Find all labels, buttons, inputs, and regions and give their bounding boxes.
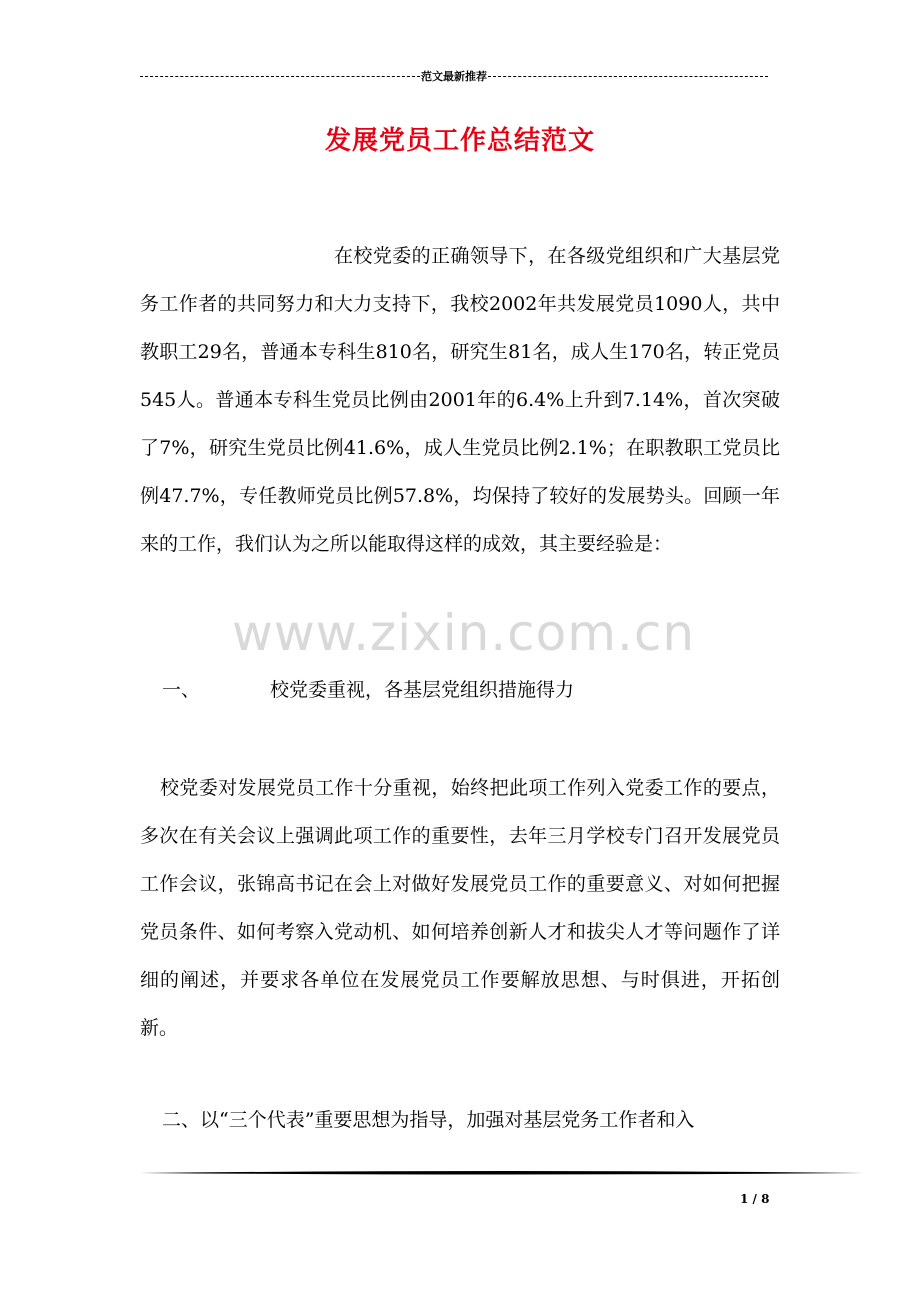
paragraph-intro: 在校党委的正确领导下，在各级党组织和广大基层党务工作者的共同努力和大力支持下，我校2002年共发展党员1090人，共中教职工29名，普通本专科生810名，研究生81名，成人生170名，转正党员545人。普通本专科生党员比例由2001年的6.4%上升到7.14%，首次突破了7%，研究生党员比例41.6%，成人生党员比例2.1%；在职教职工党员比例47.7%，专任教师党员比例57.8%，均保持了较好的发展势头。回顾一年来的工作，我们认为之所以能取得这样的成效，其主要经验是： [140,245,780,555]
header-dash-right [488,76,768,77]
paragraph-section-1: 校党委对发展党员工作十分重视，始终把此项工作列入党委工作的要点，多次在有关会议上强调此项工作的重要性，去年三月学校专门召开发展党员工作会议，张锦高书记在会上对做好发展党员工作的重要意义、对如何把握党员条件、如何考察入党动机、如何培养创新人才和拔尖人才等问题作了详细的阐述，并要求各单位在发展党员工作要解放思想、与时俱进，开拓创新。 [140,777,780,1039]
page-number: 1 / 8 [740,1192,770,1206]
section-heading-2: 二、以“三个代表”重要思想为指导，加强对基层党务工作者和入 [162,1109,695,1131]
document-title: 发展党员工作总结范文 [324,126,595,156]
header-label: 范文最新推荐 [421,70,487,83]
watermark: www.zixin.com.cn [232,604,696,662]
section-heading-1-number: 一、 [162,679,201,701]
section-heading-1 [162,666,574,714]
header-dash-left [140,76,420,77]
section-heading-1-text: 校党委重视，各基层党组织措施得力 [270,679,575,701]
footer-rule [140,1170,864,1176]
page-header [140,66,768,86]
